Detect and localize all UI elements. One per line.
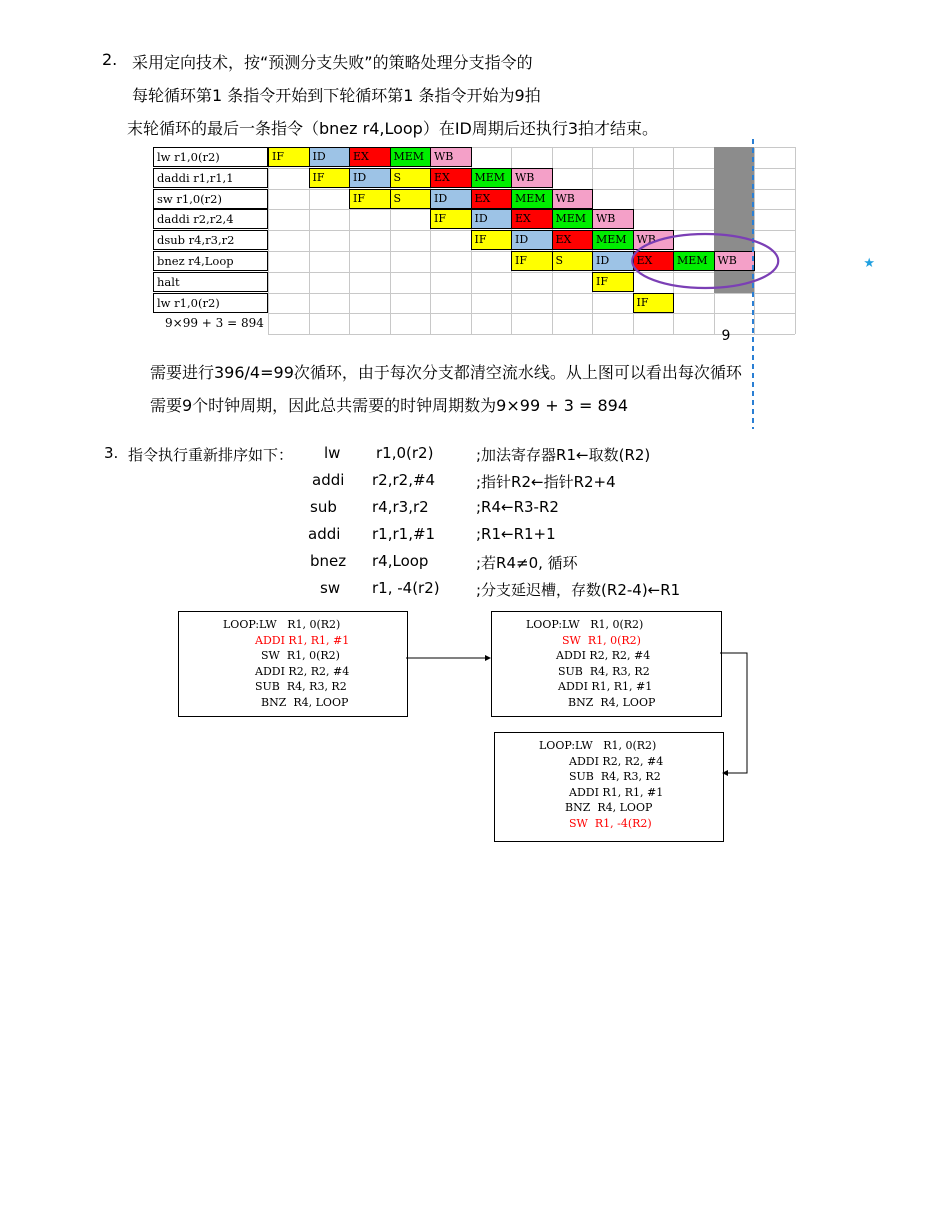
code-line: ADDI R1, R1, #1 xyxy=(569,785,664,799)
pipeline-instruction-label: dsub r4,r3,r2 xyxy=(153,230,268,250)
pipeline-instruction-label: lw r1,0(r2) xyxy=(153,147,268,167)
instr-opcode: lw xyxy=(324,444,341,462)
code-line: ADDI R1, R1, #1 xyxy=(558,680,653,694)
pipeline-instruction-label: halt xyxy=(153,272,268,292)
code-line: ADDI R2, R2, #4 xyxy=(255,664,350,678)
code-line: ADDI R2, R2, #4 xyxy=(556,649,651,663)
pipeline-formula: 9×99 + 3 = 894 xyxy=(165,316,264,331)
pipeline-stage-s: S xyxy=(552,251,594,271)
pipeline-instruction-label: bnez r4,Loop xyxy=(153,251,268,271)
code-line: LOOP:LW R1, 0(R2) xyxy=(539,739,657,752)
instr-operands: r1, -4(r2) xyxy=(372,579,440,597)
section2-paragraph-1: 需要进行396/4=99次循环，由于每次分支都清空流水线。从上图可以看出每次循环 xyxy=(150,363,742,382)
instr-operands: r1,r1,#1 xyxy=(372,525,436,543)
instr-operands: r4,r3,r2 xyxy=(372,498,429,516)
instr-comment: ;R1←R1+1 xyxy=(476,525,556,543)
section2-line2: 每轮循环第1 条指令开始到下轮循环第1 条指令开始为9拍 xyxy=(132,86,541,105)
instr-comment: ;加法寄存器R1←取数(R2) xyxy=(476,446,651,464)
pipeline-stage-if: IF xyxy=(592,272,634,292)
pipeline-stage-s: S xyxy=(390,189,432,209)
pipeline-stage-wb: WB xyxy=(633,230,675,250)
pipeline-instruction-label: sw r1,0(r2) xyxy=(153,189,268,209)
section3-number: 3. xyxy=(104,444,119,462)
instr-operands: r1,0(r2) xyxy=(376,444,434,462)
pipeline-stage-id: ID xyxy=(511,230,553,250)
instr-opcode: sw xyxy=(320,579,341,597)
pipeline-stage-wb: WB xyxy=(592,209,634,229)
instr-comment: ;指针R2←指针R2+4 xyxy=(476,473,616,491)
code-line: SW R1, -4(R2) xyxy=(569,817,652,830)
pipeline-stage-id: ID xyxy=(309,147,351,167)
section3-heading: 指令执行重新排序如下： xyxy=(128,446,294,464)
pipeline-stage-if: IF xyxy=(511,251,553,271)
pipeline-stage-ex: EX xyxy=(511,209,553,229)
pipeline-instruction-label: daddi r1,r1,1 xyxy=(153,168,268,188)
pipeline-stage-if: IF xyxy=(471,230,513,250)
pipeline-stage-wb: WB xyxy=(552,189,594,209)
instr-opcode: addi xyxy=(312,471,345,489)
code-line: SUB R4, R3, R2 xyxy=(569,770,661,784)
pipeline-stage-ex: EX xyxy=(471,189,513,209)
instr-comment: ;R4←R3-R2 xyxy=(476,498,559,516)
pipeline-stage-if: IF xyxy=(309,168,351,188)
section2-paragraph-2: 需要9个时钟周期，因此总共需要的时钟周期数为9×99 + 3 = 894 xyxy=(150,396,629,415)
code-line: SW R1, 0(R2) xyxy=(562,633,641,647)
pipeline-stage-id: ID xyxy=(430,189,472,209)
code-line: SW R1, 0(R2) xyxy=(261,649,340,663)
code-line: BNZ R4, LOOP xyxy=(568,696,656,709)
pipeline-instruction-label: daddi r2,r2,4 xyxy=(153,209,268,229)
code-line: LOOP:LW R1, 0(R2) xyxy=(223,618,341,631)
section2-number: 2. xyxy=(102,50,118,69)
pipeline-stage-mem: MEM xyxy=(592,230,634,250)
pipeline-stage-ex: EX xyxy=(349,147,391,167)
instr-opcode: sub xyxy=(310,498,337,516)
instr-comment: ;若R4≠0, 循环 xyxy=(476,554,578,572)
star-icon: ★ xyxy=(863,256,876,271)
pipeline-stage-if: IF xyxy=(349,189,391,209)
code-line: ADDI R2, R2, #4 xyxy=(569,754,664,768)
code-line: BNZ R4, LOOP xyxy=(565,801,653,815)
pipeline-stage-ex: EX xyxy=(430,168,472,188)
cycle-marker-label: 9 xyxy=(721,328,731,345)
pipeline-stage-id: ID xyxy=(471,209,513,229)
instr-operands: r2,r2,#4 xyxy=(372,471,436,489)
pipeline-stage-wb: WB xyxy=(511,168,553,188)
pipeline-stage-s: S xyxy=(390,168,432,188)
code-line: LOOP:LW R1, 0(R2) xyxy=(526,618,644,631)
section2-line3: 末轮循环的最后一条指令（bnez r4,Loop）在ID周期后还执行3拍才结束。 xyxy=(127,119,659,138)
code-line: SUB R4, R3, R2 xyxy=(255,680,347,694)
instr-opcode: addi xyxy=(308,525,341,543)
code-line: ADDI R1, R1, #1 xyxy=(255,633,350,647)
pipeline-stage-wb: WB xyxy=(714,251,756,271)
pipeline-stage-if: IF xyxy=(430,209,472,229)
pipeline-stage-mem: MEM xyxy=(471,168,513,188)
pipeline-stage-ex: EX xyxy=(552,230,594,250)
pipeline-stage-id: ID xyxy=(592,251,634,271)
pipeline-stage-if: IF xyxy=(268,147,310,167)
pipeline-stage-wb: WB xyxy=(430,147,472,167)
section2-heading: 采用定向技术，按“预测分支失败”的策略处理分支指令的 xyxy=(132,53,533,72)
pipeline-stage-id: ID xyxy=(349,168,391,188)
pipeline-stage-mem: MEM xyxy=(673,251,715,271)
instr-operands: r4,Loop xyxy=(372,552,429,570)
code-line: BNZ R4, LOOP xyxy=(261,696,349,709)
pipeline-instruction-label: lw r1,0(r2) xyxy=(153,293,268,313)
instr-comment: ;分支延迟槽，存数(R2-4)←R1 xyxy=(476,581,681,599)
instr-opcode: bnez xyxy=(310,552,347,570)
pipeline-stage-mem: MEM xyxy=(511,189,553,209)
code-line: SUB R4, R3, R2 xyxy=(558,664,650,678)
pipeline-stage-if: IF xyxy=(633,293,675,313)
pipeline-stage-mem: MEM xyxy=(552,209,594,229)
pipeline-stage-ex: EX xyxy=(633,251,675,271)
pipeline-stage-mem: MEM xyxy=(390,147,432,167)
